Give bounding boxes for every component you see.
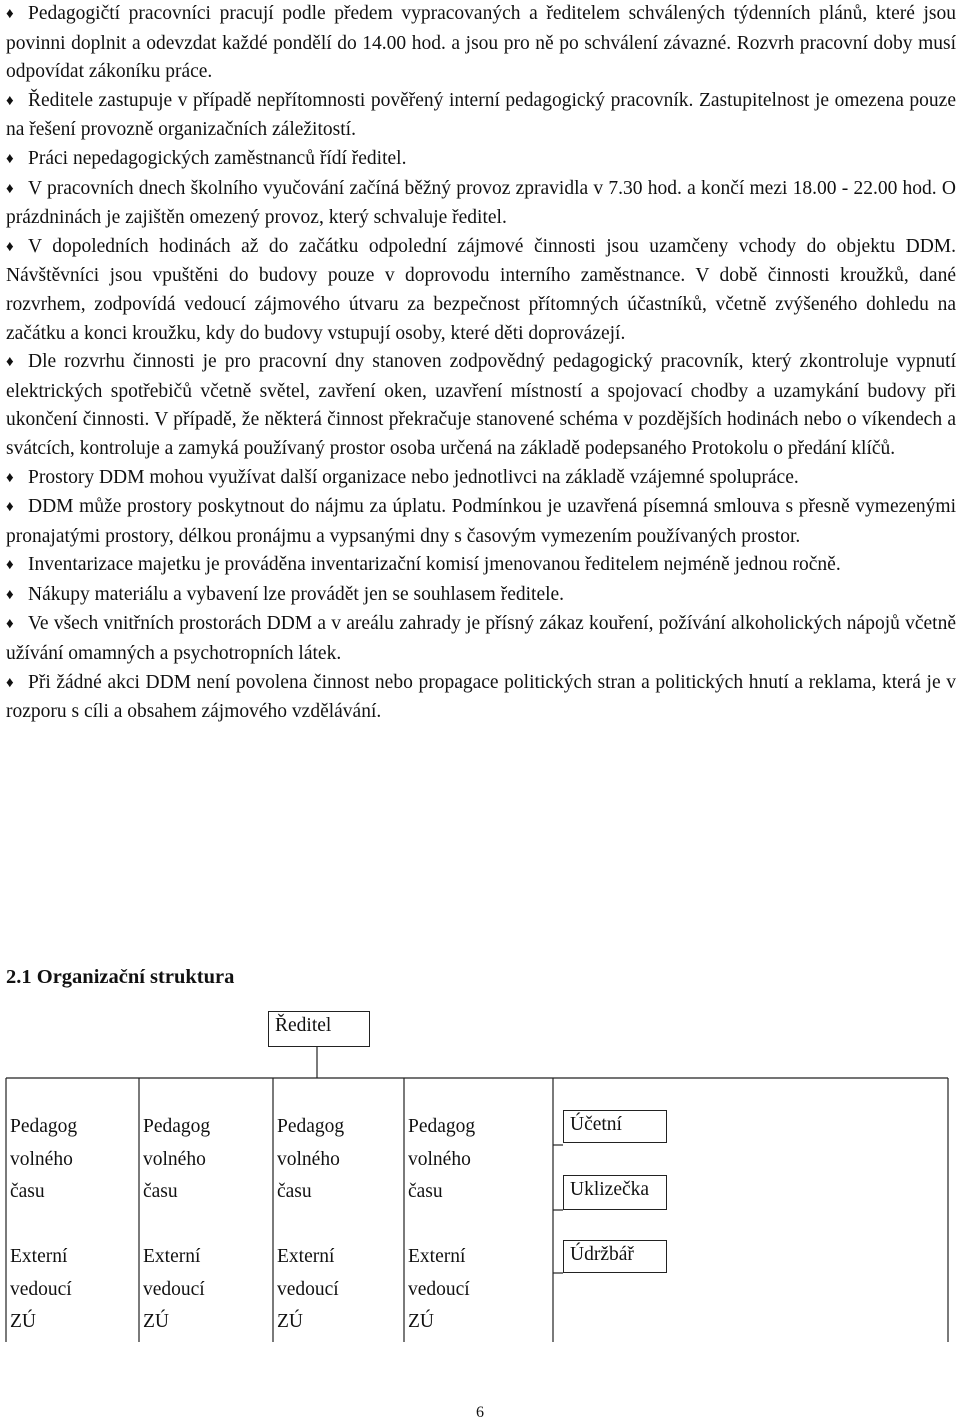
diamond-bullet-icon: ♦ xyxy=(6,499,14,516)
paragraph: ♦ DDM může prostory poskytnout do nájmu za úplatu. Podmínkou je uzavřená písemná smlouva s přesně vymezenými pronajatými prostory, délkou pronájmu a vypsanými dny s časovým vymezením používaných prostor. xyxy=(6,493,956,551)
external-leader-box: Externí vedoucí ZÚ xyxy=(408,1246,470,1332)
cleaner-box: Uklizečka xyxy=(563,1175,667,1210)
diamond-bullet-icon: ♦ xyxy=(6,150,14,167)
paragraph: ♦ Inventarizace majetku je prováděna inventarizační komisí jmenovanou ředitelem nejméně jednou ročně. xyxy=(6,551,956,581)
diamond-bullet-icon: ♦ xyxy=(6,557,14,574)
diamond-bullet-icon: ♦ xyxy=(6,92,14,109)
pedagog-box: Pedagog volného času xyxy=(143,1116,211,1202)
maintenance-box: Údržbář xyxy=(563,1240,667,1273)
diamond-bullet-icon: ♦ xyxy=(6,616,14,633)
paragraph: ♦ Dle rozvrhu činnosti je pro pracovní dny stanoven zodpovědný pedagogický pracovník, který zkontroluje vypnutí elektrických spotřebičů včetně světel, zavření oken, uzavření místností a spojovací chodby a uzamykání budovy při ukončení činnosti. V případě, že některá činnost překračuje stanovené schéma v pozdějších hodinách nebo o víkendech a svátcích, kontroluje a zamyká používaný prostor osoba určená na základě podepsaného Protokolu o předání klíčů. xyxy=(6,348,956,463)
paragraph: ♦ Prostory DDM mohou využívat další organizace nebo jednotlivci na základě vzájemné spolupráce. xyxy=(6,464,956,494)
pedagog-box: Pedagog volného času xyxy=(408,1116,476,1202)
accountant-box: Účetní xyxy=(563,1110,667,1143)
diamond-bullet-icon: ♦ xyxy=(6,6,14,22)
paragraph: ♦ V dopoledních hodinách až do začátku odpolední zájmové činnosti jsou uzamčeny vchody do objektu DDM. Návštěvníci jsou vpuštěni do budovy pouze v doprovodu interního zaměstnance. V době činnosti kroužků, dané rozvrhem, zodpovídá vedoucí zájmového útvaru za bezpečnost přítomných účastníků, včetně zvýšeného dohledu na začátku a konci kroužku, kdy do budovy vstupují osoby, které děti doprovázejí. xyxy=(6,233,956,348)
external-leader-box: Externí vedoucí ZÚ xyxy=(277,1246,339,1332)
paragraph: ♦ Nákupy materiálu a vybavení lze provádět jen se souhlasem ředitele. xyxy=(6,581,956,611)
paragraph: ♦ Ve všech vnitřních prostorách DDM a v areálu zahrady je přísný zákaz kouření, požívání alkoholických nápojů včetně užívání omamných a psychotropních látek. xyxy=(6,610,956,668)
external-leader-box: Externí vedoucí ZÚ xyxy=(10,1246,72,1332)
paragraph: ♦ V pracovních dnech školního vyučování začíná běžný provoz zpravidla v 7.30 hod. a končí mezi 18.00 - 22.00 hod. O prázdninách je zajištěn omezený provoz, který schvaluje ředitel. xyxy=(6,175,956,233)
paragraph: ♦ Ředitele zastupuje v případě nepřítomnosti pověřený interní pedagogický pracovník. Zastupitelnost je omezena pouze na řešení provozně organizačních záležitostí. xyxy=(6,87,956,145)
pedagog-box: Pedagog volného času xyxy=(277,1116,345,1202)
diamond-bullet-icon: ♦ xyxy=(6,180,14,197)
section-heading: 2.1 Organizační struktura xyxy=(6,966,235,988)
diamond-bullet-icon: ♦ xyxy=(6,238,14,255)
diamond-bullet-icon: ♦ xyxy=(6,354,14,371)
diamond-bullet-icon: ♦ xyxy=(6,674,14,691)
paragraph: ♦ Při žádné akci DDM není povolena činnost nebo propagace politických stran a politických hnutí a reklama, která je v rozporu s cíli a obsahem zájmového vzdělávání. xyxy=(6,669,956,727)
paragraph: ♦ Pedagogičtí pracovníci pracují podle předem vypracovaných a ředitelem schválených týdenních plánů, které jsou povinni doplnit a odevzdat každé pondělí do 14.00 hod. a jsou pro ně po schválení závazné. Rozvrh pracovní doby musí odpovídat zákoníku práce. xyxy=(6,0,956,87)
paragraph: ♦ Práci nepedagogických zaměstnanců řídí ředitel. xyxy=(6,145,956,175)
pedagog-box: Pedagog volného času xyxy=(10,1116,78,1202)
diamond-bullet-icon: ♦ xyxy=(6,586,14,603)
document-body xyxy=(6,0,956,727)
director-box: Ředitel xyxy=(268,1011,370,1047)
page-number: 6 xyxy=(476,1404,484,1421)
diamond-bullet-icon: ♦ xyxy=(6,469,14,486)
external-leader-box: Externí vedoucí ZÚ xyxy=(143,1246,205,1332)
